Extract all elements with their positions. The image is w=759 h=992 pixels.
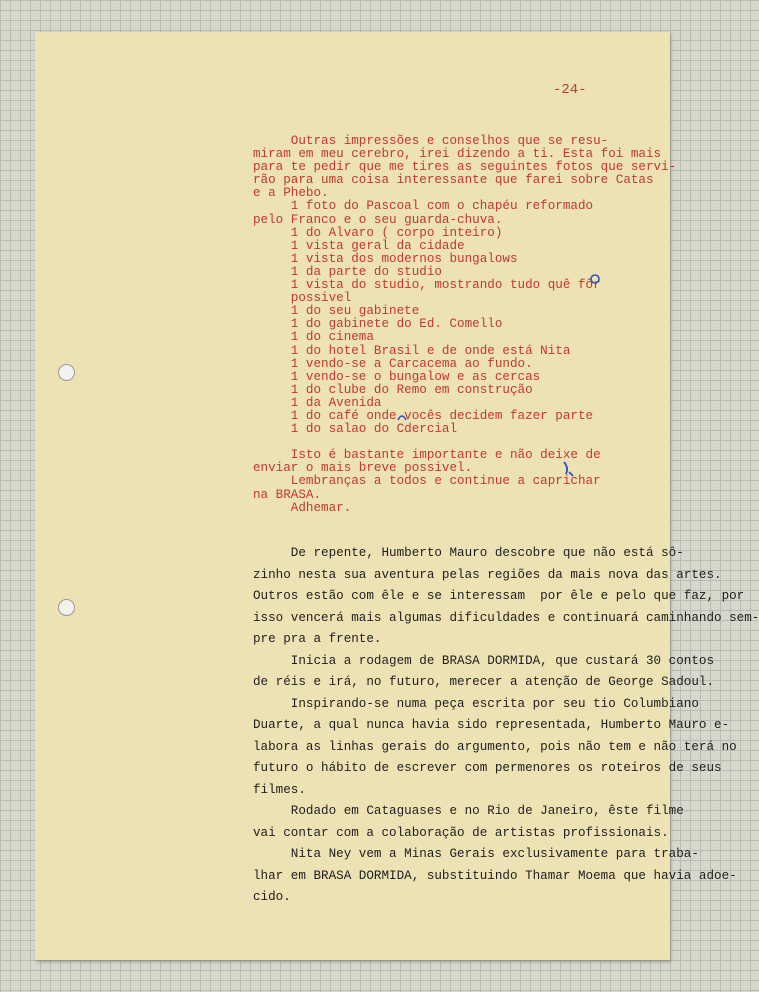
page-number: -24-: [553, 82, 587, 98]
text-line: Nita Ney vem a Minas Gerais exclusivamente para traba-: [253, 847, 699, 861]
text-line: futuro o hábito de escrever com permenores os roteiros de seus: [253, 761, 722, 775]
text-line: 1 vista dos modernos bungalows: [253, 251, 518, 266]
text-line: 1 do Alvaro ( corpo inteiro): [253, 225, 503, 240]
ink-mark: [396, 411, 408, 423]
text-line: labora as linhas gerais do argumento, pois não tem e não terá no: [253, 739, 737, 754]
text-line: Adhemar.: [253, 500, 352, 515]
text-line: vai contar com a colaboração de artistas profissionais.: [253, 825, 669, 840]
text-line: Lembranças a todos e continue a caprichar: [253, 474, 601, 489]
text-line: 1 do clube do Remo em construção: [253, 382, 533, 397]
text-line: na BRASA.: [253, 487, 322, 502]
text-line: rão para uma coisa interessante que farei sobre Catas: [253, 173, 654, 188]
text-line: 1 do gabinete do Ed. Comello: [253, 317, 503, 332]
text-line: Inspirando-se numa peça escrita por seu tio Columbiano: [253, 696, 699, 711]
text-line: 1 vendo-se o bungalow e as cercas: [253, 369, 541, 384]
text-line: Duarte, a qual nunca havia sido representada, Humberto Mauro e-: [253, 718, 730, 732]
text-line: Outros estão com êle e se interessam por êle e pelo que faz, por: [253, 589, 745, 603]
text-line: 1 vista do studio, mostrando tudo quê fôr: [253, 278, 601, 293]
text-line: miram em meu cerebro, irei dizendo a ti. Esta foi mais: [253, 147, 662, 162]
text-line: para te pedir que me tires as seguintes fotos que servi-: [253, 160, 677, 175]
text-line: 1 da Avenida: [253, 395, 382, 410]
text-line: filmes.: [253, 782, 306, 797]
text-line: 1 foto do Pascoal com o chapéu reformado: [253, 199, 594, 214]
text-line: 1 do salao do Cdercial: [253, 422, 458, 437]
text-line: 1 da parte do studio: [253, 264, 442, 279]
text-line: 1 vendo-se a Carcacema ao fundo.: [253, 356, 533, 371]
text-line: cido.: [253, 890, 291, 904]
text-line: isso vencerá mais algumas dificuldades e continuará caminhando sem-: [253, 610, 759, 625]
text-line: Outras impressões e conselhos que se resu-: [253, 134, 609, 148]
text-line: Isto é bastante importante e não deixe de: [253, 448, 601, 463]
text-line: 1 do hotel Brasil e de onde está Nita: [253, 343, 571, 358]
text-line: e a Phebo.: [253, 186, 329, 201]
text-line: Inicia a rodagem de BRASA DORMIDA, que custará 30 contos: [253, 653, 715, 668]
text-line: possivel: [253, 291, 352, 306]
text-line: De repente, Humberto Mauro descobre que não está sô-: [253, 546, 684, 560]
text-line: 1 do seu gabinete: [253, 304, 420, 319]
text-line: 1 do café onde vocês decidem fazer parte: [253, 408, 594, 423]
punch-hole: [58, 364, 75, 381]
text-line: lhar em BRASA DORMIDA, substituindo Thamar Moema que havia adoe-: [253, 868, 737, 883]
text-line: 1 do cinema: [253, 330, 374, 345]
punch-hole: [58, 599, 75, 616]
typed-letter: [253, 134, 677, 515]
text-line: pelo Franco e o seu guarda-chuva.: [253, 212, 503, 227]
text-line: pre pra a frente.: [253, 632, 382, 646]
text-line: Rodado em Cataguases e no Rio de Janeiro, êste filme: [253, 804, 684, 818]
ink-mark: [561, 458, 577, 478]
text-line: 1 vista geral da cidade: [253, 238, 465, 253]
text-line: zinho nesta sua aventura pelas regiões da mais nova das artes.: [253, 567, 722, 582]
ink-mark: [588, 272, 602, 286]
text-line: de réis e irá, no futuro, merecer a atenção de George Sadoul.: [253, 675, 715, 689]
narrative-text: [253, 543, 759, 909]
text-line: enviar o mais breve possivel.: [253, 461, 473, 476]
